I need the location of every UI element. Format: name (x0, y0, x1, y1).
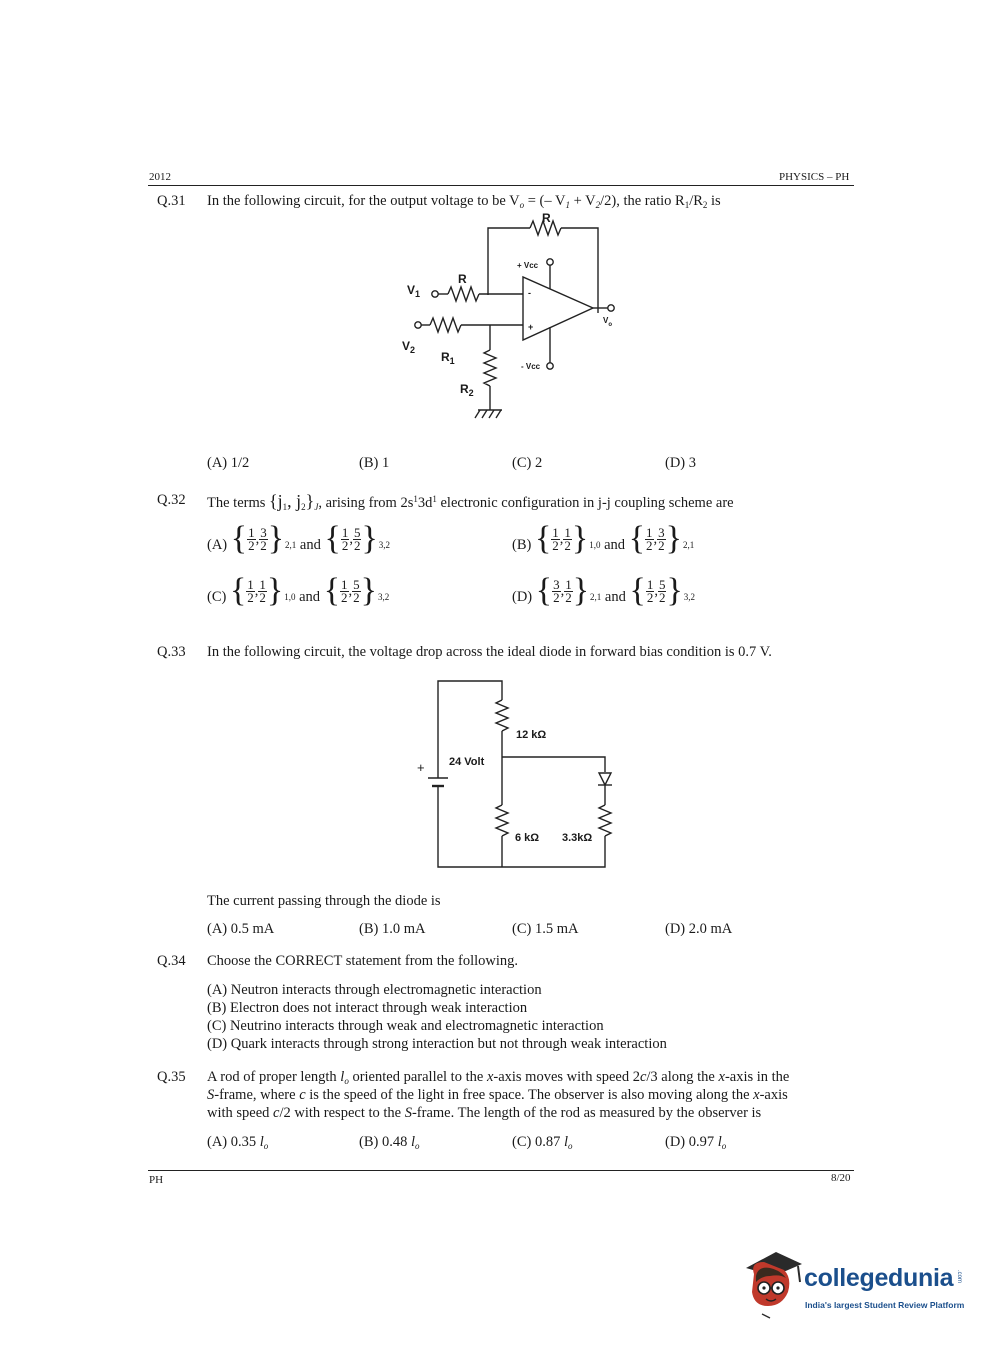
q32-text: The terms {$j_1$, $j_2\}_J$, arising from $2s^13d^1$ electronic configuration in j-j coupling scheme are (207, 491, 734, 512)
q35-line-2: S-frame, where c is the speed of the light in free space. The observer is also moving along the x-axis (207, 1087, 788, 1103)
q31-label-r2: $R_2$ (460, 382, 474, 398)
q31-r2-resistor (484, 350, 496, 386)
q31-input-resistor (448, 287, 479, 301)
q33-label-battery: 24 Volt (449, 756, 485, 768)
q33-label-plus: + (417, 760, 425, 775)
q35-option-a[interactable]: (A) 0.35 $l_o$ (207, 1134, 269, 1151)
collegedunia-logo-text: collegedunia (804, 1264, 954, 1292)
q35-option-b[interactable]: (B) 0.48 $l_o$ (359, 1134, 420, 1151)
q31-option-b[interactable]: (B) 1 (359, 455, 390, 471)
q31-feedback-wire-right (561, 228, 598, 313)
q33-diode-circuit (410, 675, 630, 875)
q33-option-b[interactable]: (B) 1.0 mA (359, 921, 426, 937)
header-subject: PHYSICS – PH (779, 171, 850, 183)
q33-resistor-3-3k (599, 805, 611, 836)
q32-a-term1: { $\frac{1}{2}$ , $\frac{3}{2}$ } 2,1 (230, 520, 297, 557)
q31-output-terminal (608, 305, 614, 311)
q32-c-term2: { $\frac{1}{2}$ , $\frac{5}{2}$ } 3,2 (323, 572, 390, 609)
q35-line-1: A rod of proper length $l_o$ oriented parallel to the x-axis moves with speed 2c/3 along the x-axis in the (207, 1069, 790, 1086)
header-year: 2012 (149, 171, 171, 183)
q34-option-c[interactable]: (C) Neutrino interacts through weak and electromagnetic interaction (207, 1018, 604, 1034)
q31-number: Q.31 (157, 193, 186, 209)
q33-label-6k: 6 kΩ (515, 832, 540, 844)
q31-option-d[interactable]: (D) 3 (665, 455, 697, 471)
footer-rule (148, 1170, 854, 1171)
q35-line-3: with speed c/2 with respect to the S-frame. The length of the rod as measured by the observer is (207, 1105, 762, 1121)
collegedunia-tagline: India's largest Student Review Platform (805, 1300, 965, 1310)
q34-option-d[interactable]: (D) Quark interacts through strong interaction but not through weak interaction (207, 1036, 667, 1052)
collegedunia-mascot-icon (740, 1248, 804, 1320)
q31-label-vcc-neg: - Vcc (521, 362, 541, 371)
q31-option-c[interactable]: (C) 2 (512, 455, 543, 471)
q31-label-r-input: R (458, 272, 467, 286)
q33-resistor-12k (496, 700, 508, 731)
q31-option-a[interactable]: (A) 1/2 (207, 455, 250, 471)
q34-number: Q.34 (157, 953, 186, 969)
q32-d-term2: { $\frac{1}{2}$ , $\frac{5}{2}$ } 3,2 (629, 572, 696, 609)
q34-text: Choose the CORRECT statement from the following. (207, 953, 519, 969)
footer-code: PH (149, 1174, 164, 1186)
q32-option-d[interactable]: (D) { $\frac{3}{2}$ , $\frac{1}{2}$ } 2,1 and { $\frac{1}{2}$ , $\frac{5}{2}$ } 3,2 (512, 572, 696, 609)
q33-label-3-3k: 3.3kΩ (562, 832, 593, 844)
q31-label-v1: $V_1$ (407, 283, 421, 299)
q31-opamp-triangle (523, 277, 593, 340)
q33-resistor-6k (496, 805, 508, 836)
q35-option-d[interactable]: (D) 0.97 $l_o$ (665, 1134, 727, 1151)
q33-label-12k: 12 kΩ (516, 729, 547, 741)
q31-text: In the following circuit, for the output voltage to be $V_o$ = (– $V_1 + V_2/2$), the ratio $R_1/R_2$ is (207, 193, 721, 210)
q31-opamp-circuit (380, 205, 640, 430)
q33-option-c[interactable]: (C) 1.5 mA (512, 921, 579, 937)
q33-wire-branch (502, 757, 605, 772)
q32-a-term2: { $\frac{1}{2}$ , $\frac{5}{2}$ } 3,2 (324, 520, 391, 557)
q31-r1-resistor (430, 318, 461, 332)
q33-question: The current passing through the diode is (207, 893, 441, 909)
q31-label-vo: $V_o$ (603, 316, 613, 328)
footer-page: 8/20 (831, 1172, 851, 1184)
q32-number: Q.32 (157, 492, 186, 508)
q31-vcc-pos-terminal (547, 259, 553, 265)
q32-option-a[interactable]: (A) { $\frac{1}{2}$ , $\frac{3}{2}$ } 2,1 and { $\frac{1}{2}$ , $\frac{5}{2}$ } 3,2 (207, 520, 391, 557)
q34-option-b[interactable]: (B) Electron does not interact through weak interaction (207, 1000, 528, 1016)
q32-d-term1: { $\frac{3}{2}$ , $\frac{1}{2}$ } 2,1 (535, 572, 602, 609)
q35-option-c[interactable]: (C) 0.87 $l_o$ (512, 1134, 573, 1151)
q35-number: Q.35 (157, 1069, 186, 1085)
header-rule (148, 185, 854, 186)
q33-option-a[interactable]: (A) 0.5 mA (207, 921, 275, 937)
collegedunia-logo-com: .com (956, 1270, 962, 1284)
q31-label-minus: - (528, 288, 531, 298)
q31-label-vcc-pos: + Vcc (517, 261, 539, 270)
q34-option-a[interactable]: (A) Neutron interacts through electromagnetic interaction (207, 982, 542, 998)
q33-number: Q.33 (157, 644, 186, 660)
q33-diode-symbol (599, 773, 611, 785)
q32-c-term1: { $\frac{1}{2}$ , $\frac{1}{2}$ } 1,0 (229, 572, 296, 609)
q32-b-term2: { $\frac{1}{2}$ , $\frac{3}{2}$ } 2,1 (628, 520, 695, 557)
q31-label-v2: $V_2$ (402, 339, 416, 355)
q31-v1-terminal (432, 291, 438, 297)
q32-option-c[interactable]: (C) { $\frac{1}{2}$ , $\frac{1}{2}$ } 1,0 and { $\frac{1}{2}$ , $\frac{5}{2}$ } 3,2 (207, 572, 390, 609)
q32-option-b[interactable]: (B) { $\frac{1}{2}$ , $\frac{1}{2}$ } 1,0 and { $\frac{1}{2}$ , $\frac{3}{2}$ } 2,1 (512, 520, 695, 557)
q31-label-r-top: R (542, 211, 551, 225)
q33-text: In the following circuit, the voltage drop across the ideal diode in forward bias condition is 0.7 V. (207, 644, 772, 660)
q33-option-d[interactable]: (D) 2.0 mA (665, 921, 733, 937)
q31-vcc-neg-terminal (547, 363, 553, 369)
q31-label-plus: + (528, 322, 534, 332)
q31-v2-terminal (415, 322, 421, 328)
q32-b-term1: { $\frac{1}{2}$ , $\frac{1}{2}$ } 1,0 (534, 520, 601, 557)
q31-label-r1: $R_1$ (441, 350, 455, 366)
